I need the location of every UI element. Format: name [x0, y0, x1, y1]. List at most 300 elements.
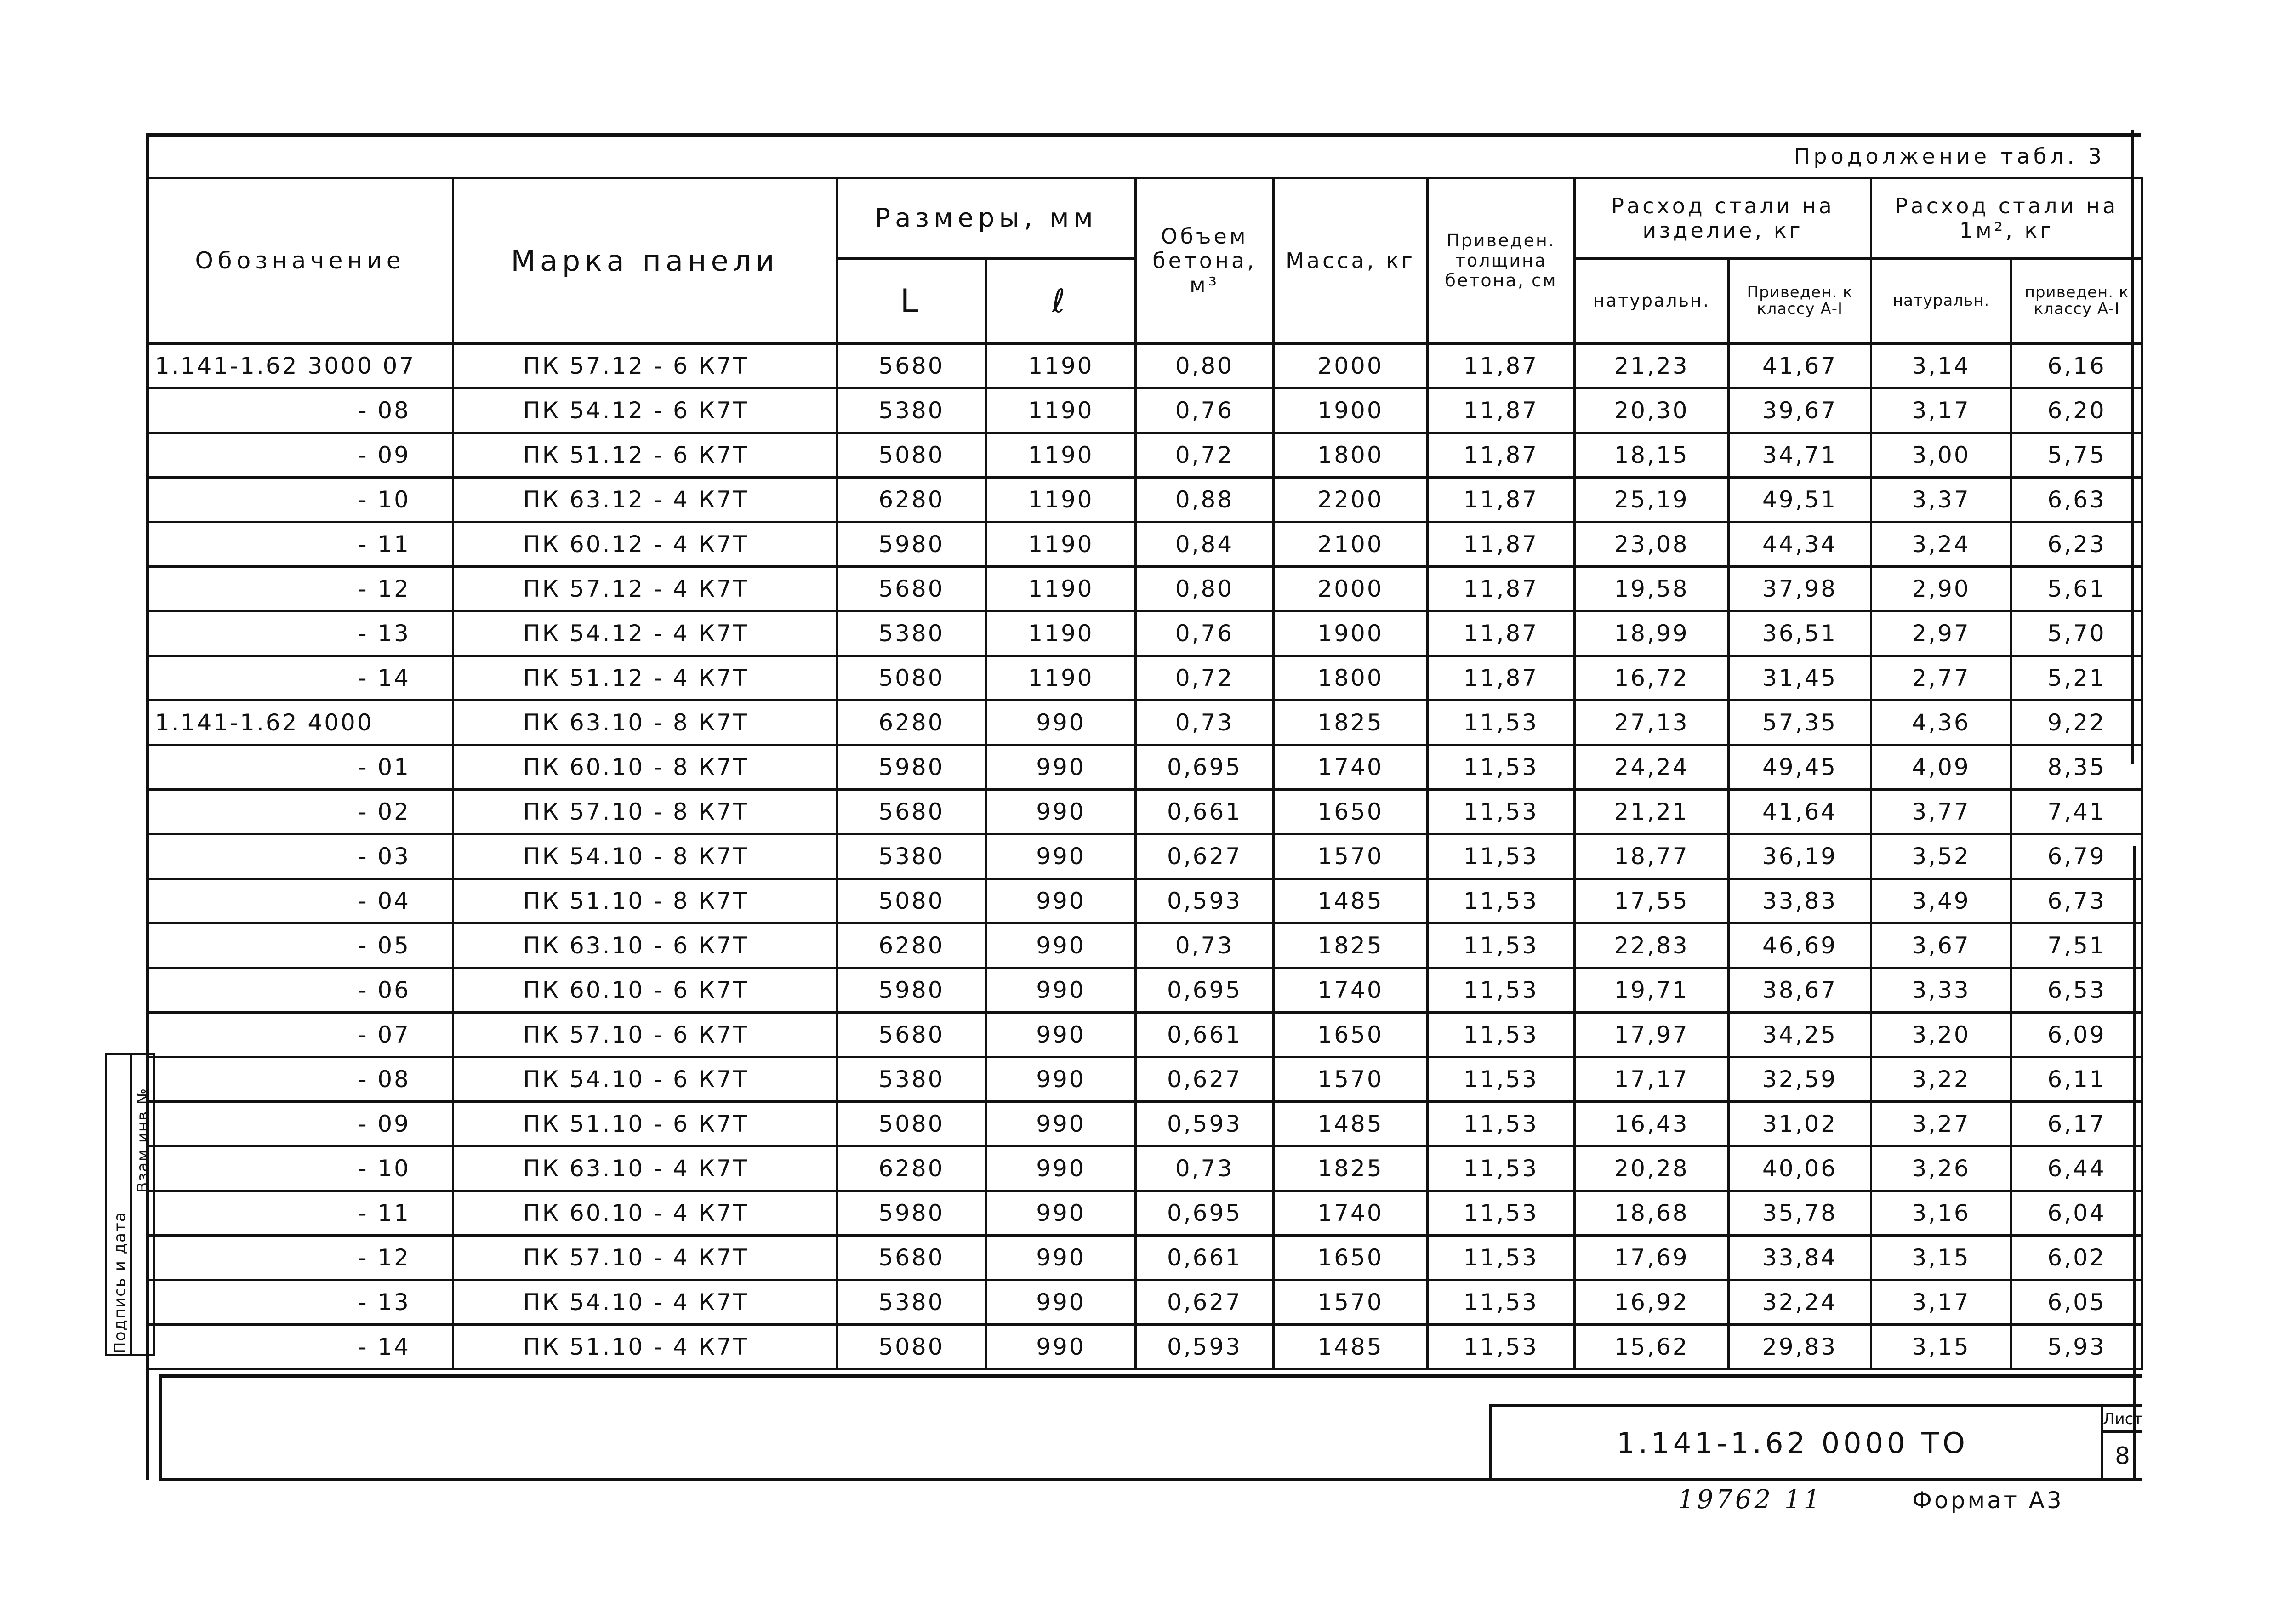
header-dim-L: L: [837, 259, 986, 344]
sheet-number: 8: [2114, 1442, 2130, 1470]
row-volume: 0,72: [1136, 433, 1274, 478]
header-thickness: Приведен. толщина бетона, см: [1428, 178, 1575, 344]
row-steel-natural: 24,24: [1575, 745, 1729, 790]
paper-format: Формат А3: [1912, 1487, 2064, 1514]
row-thickness: 11,53: [1428, 1146, 1575, 1191]
header-mark: Марка панели: [453, 178, 837, 344]
row-steel-natural: 23,08: [1575, 522, 1729, 567]
row-steel-natural: 27,13: [1575, 701, 1729, 745]
table-row: [148, 433, 2142, 478]
row-mass: 1900: [1274, 388, 1428, 433]
row-thickness: 11,87: [1428, 433, 1575, 478]
row-thickness: 11,87: [1428, 611, 1575, 656]
row-steel-m2-natural: 3,15: [1871, 1325, 2011, 1369]
row-mark: ПК 51.12 - 6 К7Т: [453, 433, 837, 478]
row-steel-natural: 18,99: [1575, 611, 1729, 656]
row-thickness: 11,53: [1428, 1057, 1575, 1102]
row-steel-m2-natural: 3,17: [1871, 388, 2011, 433]
row-mass: 1650: [1274, 1236, 1428, 1280]
row-volume: 0,627: [1136, 1280, 1274, 1325]
row-thickness: 11,53: [1428, 923, 1575, 968]
row-steel-natural: 19,71: [1575, 968, 1729, 1013]
row-width: 990: [986, 1236, 1136, 1280]
table-row: [148, 701, 2142, 745]
row-width: 990: [986, 1102, 1136, 1146]
row-steel-m2-natural: 3,49: [1871, 879, 2011, 923]
row-code: - 03: [148, 834, 453, 879]
row-width: 990: [986, 968, 1136, 1013]
row-steel-m2-reduced: 6,20: [2011, 388, 2142, 433]
row-volume: 0,88: [1136, 478, 1274, 522]
row-thickness: 11,87: [1428, 522, 1575, 567]
row-steel-m2-natural: 3,27: [1871, 1102, 2011, 1146]
row-mark: ПК 51.10 - 6 К7Т: [453, 1102, 837, 1146]
row-width: 1190: [986, 656, 1136, 701]
row-mark: ПК 54.10 - 6 К7Т: [453, 1057, 837, 1102]
table-row: [148, 1146, 2142, 1191]
row-steel-natural: 16,72: [1575, 656, 1729, 701]
row-length: 5080: [837, 879, 986, 923]
row-length: 5080: [837, 433, 986, 478]
table-row: [148, 790, 2142, 834]
row-volume: 0,593: [1136, 879, 1274, 923]
row-steel-m2-reduced: 6,63: [2011, 478, 2142, 522]
row-steel-m2-reduced: 6,04: [2011, 1191, 2142, 1236]
row-steel-m2-natural: 3,52: [1871, 834, 2011, 879]
row-code: - 02: [148, 790, 453, 834]
row-thickness: 11,53: [1428, 1102, 1575, 1146]
row-steel-m2-reduced: 7,41: [2011, 790, 2142, 834]
row-volume: 0,84: [1136, 522, 1274, 567]
row-mass: 1800: [1274, 433, 1428, 478]
row-steel-m2-reduced: 5,75: [2011, 433, 2142, 478]
table-row: [148, 478, 2142, 522]
row-width: 990: [986, 745, 1136, 790]
row-steel-m2-reduced: 5,21: [2011, 656, 2142, 701]
row-steel-reduced: 41,67: [1729, 344, 1871, 388]
row-steel-m2-natural: 3,26: [1871, 1146, 2011, 1191]
row-volume: 0,80: [1136, 344, 1274, 388]
row-mark: ПК 54.10 - 4 К7Т: [453, 1280, 837, 1325]
row-code: - 11: [148, 522, 453, 567]
footer-bottom-line: [159, 1478, 2142, 1481]
table-row: [148, 879, 2142, 923]
table-row: [148, 388, 2142, 433]
row-thickness: 11,87: [1428, 567, 1575, 611]
row-steel-m2-natural: 3,20: [1871, 1013, 2011, 1057]
row-volume: 0,661: [1136, 790, 1274, 834]
row-steel-m2-natural: 4,36: [1871, 701, 2011, 745]
table-row: [148, 344, 2142, 388]
row-width: 990: [986, 834, 1136, 879]
row-length: 6280: [837, 701, 986, 745]
row-width: 1190: [986, 611, 1136, 656]
row-mark: ПК 63.10 - 8 К7Т: [453, 701, 837, 745]
row-length: 5380: [837, 611, 986, 656]
row-mass: 2100: [1274, 522, 1428, 567]
table-row: [148, 656, 2142, 701]
row-length: 5980: [837, 745, 986, 790]
row-length: 5380: [837, 834, 986, 879]
row-steel-m2-reduced: 7,51: [2011, 923, 2142, 968]
table-row: [148, 834, 2142, 879]
row-code: - 08: [148, 388, 453, 433]
row-thickness: 11,53: [1428, 879, 1575, 923]
row-mark: ПК 60.10 - 6 К7Т: [453, 968, 837, 1013]
row-steel-reduced: 36,19: [1729, 834, 1871, 879]
row-steel-reduced: 39,67: [1729, 388, 1871, 433]
row-length: 5980: [837, 1191, 986, 1236]
row-steel-natural: 17,55: [1575, 879, 1729, 923]
row-code: - 08: [148, 1057, 453, 1102]
row-volume: 0,72: [1136, 656, 1274, 701]
row-width: 1190: [986, 478, 1136, 522]
row-steel-natural: 16,43: [1575, 1102, 1729, 1146]
table-row: [148, 1236, 2142, 1280]
header-reduced: Приведен. к классу А-I: [1729, 259, 1871, 344]
row-mass: 1825: [1274, 1146, 1428, 1191]
table-row: [148, 567, 2142, 611]
row-width: 990: [986, 1325, 1136, 1369]
row-volume: 0,661: [1136, 1236, 1274, 1280]
document-code: 1.141-1.62 0000 ТО: [1617, 1426, 1969, 1460]
row-steel-m2-natural: 3,14: [1871, 344, 2011, 388]
row-mass: 2200: [1274, 478, 1428, 522]
row-length: 5080: [837, 1102, 986, 1146]
row-steel-reduced: 44,34: [1729, 522, 1871, 567]
row-code: - 14: [148, 1325, 453, 1369]
row-mark: ПК 63.12 - 4 К7Т: [453, 478, 837, 522]
row-steel-m2-natural: 3,33: [1871, 968, 2011, 1013]
row-steel-m2-natural: 3,22: [1871, 1057, 2011, 1102]
row-thickness: 11,53: [1428, 968, 1575, 1013]
row-steel-m2-reduced: 6,79: [2011, 834, 2142, 879]
row-code: 1.141-1.62 4000: [148, 701, 453, 745]
row-steel-m2-natural: 2,90: [1871, 567, 2011, 611]
row-volume: 0,695: [1136, 1191, 1274, 1236]
table-row: [148, 1191, 2142, 1236]
row-volume: 0,73: [1136, 923, 1274, 968]
row-steel-reduced: 46,69: [1729, 923, 1871, 968]
row-steel-reduced: 38,67: [1729, 968, 1871, 1013]
row-steel-reduced: 35,78: [1729, 1191, 1871, 1236]
row-mark: ПК 57.12 - 6 К7Т: [453, 344, 837, 388]
row-steel-reduced: 32,24: [1729, 1280, 1871, 1325]
row-mass: 1900: [1274, 611, 1428, 656]
table-row: [148, 1013, 2142, 1057]
row-steel-m2-natural: 3,77: [1871, 790, 2011, 834]
row-steel-m2-reduced: 9,22: [2011, 701, 2142, 745]
row-mark: ПК 51.12 - 4 К7Т: [453, 656, 837, 701]
row-steel-natural: 19,58: [1575, 567, 1729, 611]
row-code: - 13: [148, 1280, 453, 1325]
signature-date-label: Подпись и дата: [111, 1211, 129, 1354]
row-length: 5380: [837, 1280, 986, 1325]
row-mark: ПК 57.12 - 4 К7Т: [453, 567, 837, 611]
row-steel-natural: 15,62: [1575, 1325, 1729, 1369]
row-steel-m2-natural: 2,77: [1871, 656, 2011, 701]
table-row: [148, 1325, 2142, 1369]
row-mark: ПК 57.10 - 6 К7Т: [453, 1013, 837, 1057]
row-code: - 13: [148, 611, 453, 656]
header-dim-b: ℓ: [986, 259, 1136, 344]
row-mark: ПК 60.10 - 8 К7Т: [453, 745, 837, 790]
row-steel-m2-reduced: 6,53: [2011, 968, 2142, 1013]
row-thickness: 11,53: [1428, 1013, 1575, 1057]
row-steel-m2-reduced: 6,11: [2011, 1057, 2142, 1102]
row-steel-reduced: 33,83: [1729, 879, 1871, 923]
row-steel-m2-reduced: 6,09: [2011, 1013, 2142, 1057]
row-code: - 05: [148, 923, 453, 968]
row-code: - 12: [148, 1236, 453, 1280]
row-volume: 0,695: [1136, 968, 1274, 1013]
row-width: 990: [986, 1057, 1136, 1102]
row-code: - 04: [148, 879, 453, 923]
row-steel-m2-reduced: 6,73: [2011, 879, 2142, 923]
row-mass: 1740: [1274, 968, 1428, 1013]
row-mark: ПК 57.10 - 8 К7Т: [453, 790, 837, 834]
table-row: [148, 1280, 2142, 1325]
row-steel-m2-reduced: 6,44: [2011, 1146, 2142, 1191]
row-steel-m2-natural: 3,67: [1871, 923, 2011, 968]
row-steel-m2-natural: 3,37: [1871, 478, 2011, 522]
row-volume: 0,76: [1136, 388, 1274, 433]
row-length: 6280: [837, 478, 986, 522]
row-volume: 0,627: [1136, 834, 1274, 879]
row-mark: ПК 60.12 - 4 К7Т: [453, 522, 837, 567]
row-mass: 1825: [1274, 701, 1428, 745]
row-length: 5680: [837, 790, 986, 834]
table-row: [148, 1102, 2142, 1146]
row-steel-natural: 20,30: [1575, 388, 1729, 433]
row-length: 5680: [837, 1236, 986, 1280]
row-mass: 1485: [1274, 1325, 1428, 1369]
row-length: 5380: [837, 388, 986, 433]
footer-left-line: [159, 1374, 162, 1480]
row-steel-reduced: 31,02: [1729, 1102, 1871, 1146]
row-steel-natural: 22,83: [1575, 923, 1729, 968]
row-code: - 14: [148, 656, 453, 701]
header-natural-m2: натуральн.: [1871, 259, 2011, 344]
row-steel-natural: 18,68: [1575, 1191, 1729, 1236]
row-mark: ПК 51.10 - 4 К7Т: [453, 1325, 837, 1369]
row-volume: 0,593: [1136, 1325, 1274, 1369]
row-steel-m2-reduced: 6,23: [2011, 522, 2142, 567]
sheet-label: Лист: [2103, 1407, 2142, 1433]
row-volume: 0,73: [1136, 701, 1274, 745]
row-steel-natural: 18,77: [1575, 834, 1729, 879]
row-width: 990: [986, 701, 1136, 745]
row-steel-reduced: 49,45: [1729, 745, 1871, 790]
row-steel-m2-natural: 3,17: [1871, 1280, 2011, 1325]
inventory-number: 19762 11: [1678, 1485, 1823, 1515]
row-steel-m2-reduced: 8,35: [2011, 745, 2142, 790]
header-dimensions: Размеры, мм: [837, 178, 1136, 259]
row-steel-m2-reduced: 6,17: [2011, 1102, 2142, 1146]
row-mass: 2000: [1274, 567, 1428, 611]
row-thickness: 11,53: [1428, 790, 1575, 834]
row-mass: 1485: [1274, 1102, 1428, 1146]
row-thickness: 11,53: [1428, 1236, 1575, 1280]
row-length: 5980: [837, 968, 986, 1013]
row-volume: 0,80: [1136, 567, 1274, 611]
row-volume: 0,73: [1136, 1146, 1274, 1191]
row-steel-m2-natural: 3,16: [1871, 1191, 2011, 1236]
footer-top-line: [159, 1374, 2142, 1378]
row-volume: 0,593: [1136, 1102, 1274, 1146]
table-continuation-label: Продолжение табл. 3: [1794, 144, 2105, 169]
row-thickness: 11,87: [1428, 388, 1575, 433]
row-length: 6280: [837, 1146, 986, 1191]
row-thickness: 11,53: [1428, 834, 1575, 879]
row-steel-m2-natural: 3,15: [1871, 1236, 2011, 1280]
row-mass: 1650: [1274, 790, 1428, 834]
row-mass: 1825: [1274, 923, 1428, 968]
row-width: 1190: [986, 567, 1136, 611]
row-mass: 1485: [1274, 879, 1428, 923]
row-steel-m2-natural: 3,24: [1871, 522, 2011, 567]
row-steel-reduced: 32,59: [1729, 1057, 1871, 1102]
row-length: 5680: [837, 344, 986, 388]
header-volume: Объем бетона, м³: [1136, 178, 1274, 344]
table-row: [148, 968, 2142, 1013]
table-row: [148, 923, 2142, 968]
row-steel-reduced: 36,51: [1729, 611, 1871, 656]
row-steel-m2-reduced: 5,93: [2011, 1325, 2142, 1369]
row-code: - 09: [148, 1102, 453, 1146]
row-steel-reduced: 57,35: [1729, 701, 1871, 745]
row-mark: ПК 54.10 - 8 К7Т: [453, 834, 837, 879]
row-mark: ПК 60.10 - 4 К7Т: [453, 1191, 837, 1236]
row-width: 990: [986, 1013, 1136, 1057]
row-volume: 0,661: [1136, 1013, 1274, 1057]
row-length: 5980: [837, 522, 986, 567]
row-thickness: 11,87: [1428, 478, 1575, 522]
row-mass: 1570: [1274, 834, 1428, 879]
row-steel-reduced: 41,64: [1729, 790, 1871, 834]
row-steel-m2-reduced: 6,02: [2011, 1236, 2142, 1280]
row-volume: 0,695: [1136, 745, 1274, 790]
row-steel-reduced: 40,06: [1729, 1146, 1871, 1191]
row-steel-natural: 17,17: [1575, 1057, 1729, 1102]
row-code: 1.141-1.62 3000 07: [148, 344, 453, 388]
table-row: [148, 522, 2142, 567]
row-mass: 1570: [1274, 1280, 1428, 1325]
row-steel-natural: 18,15: [1575, 433, 1729, 478]
row-length: 5680: [837, 1013, 986, 1057]
row-steel-reduced: 34,25: [1729, 1013, 1871, 1057]
row-steel-reduced: 29,83: [1729, 1325, 1871, 1369]
row-code: - 06: [148, 968, 453, 1013]
row-mass: 1570: [1274, 1057, 1428, 1102]
row-steel-natural: 21,21: [1575, 790, 1729, 834]
row-mass: 2000: [1274, 344, 1428, 388]
row-thickness: 11,87: [1428, 656, 1575, 701]
row-steel-m2-reduced: 6,16: [2011, 344, 2142, 388]
row-mass: 1740: [1274, 745, 1428, 790]
header-reduced-m2: приведен. к классу А-I: [2011, 259, 2142, 344]
header-mass: Масса, кг: [1274, 178, 1428, 344]
row-steel-natural: 16,92: [1575, 1280, 1729, 1325]
row-steel-m2-reduced: 5,70: [2011, 611, 2142, 656]
row-mark: ПК 54.12 - 4 К7Т: [453, 611, 837, 656]
row-volume: 0,627: [1136, 1057, 1274, 1102]
row-steel-m2-natural: 2,97: [1871, 611, 2011, 656]
row-steel-reduced: 49,51: [1729, 478, 1871, 522]
row-thickness: 11,53: [1428, 1191, 1575, 1236]
replace-inventory-label: Взам инв №: [134, 1087, 152, 1193]
table-row: [148, 611, 2142, 656]
row-steel-natural: 20,28: [1575, 1146, 1729, 1191]
row-code: - 11: [148, 1191, 453, 1236]
row-steel-reduced: 37,98: [1729, 567, 1871, 611]
row-mass: 1650: [1274, 1013, 1428, 1057]
row-length: 5080: [837, 1325, 986, 1369]
header-steel-per-product: Расход стали на изделие, кг: [1575, 178, 1871, 259]
row-width: 990: [986, 923, 1136, 968]
row-thickness: 11,53: [1428, 745, 1575, 790]
row-width: 990: [986, 1146, 1136, 1191]
row-mark: ПК 63.10 - 6 К7Т: [453, 923, 837, 968]
row-width: 1190: [986, 433, 1136, 478]
row-code: - 10: [148, 1146, 453, 1191]
row-length: 6280: [837, 923, 986, 968]
row-steel-natural: 21,23: [1575, 344, 1729, 388]
row-length: 5080: [837, 656, 986, 701]
header-designation: Обозначение: [148, 178, 453, 344]
row-mark: ПК 63.10 - 4 К7Т: [453, 1146, 837, 1191]
row-steel-natural: 17,97: [1575, 1013, 1729, 1057]
row-code: - 01: [148, 745, 453, 790]
row-length: 5380: [837, 1057, 986, 1102]
row-mass: 1740: [1274, 1191, 1428, 1236]
row-steel-reduced: 34,71: [1729, 433, 1871, 478]
row-width: 990: [986, 879, 1136, 923]
row-mark: ПК 51.10 - 8 К7Т: [453, 879, 837, 923]
row-thickness: 11,53: [1428, 701, 1575, 745]
row-code: - 10: [148, 478, 453, 522]
row-steel-m2-natural: 3,00: [1871, 433, 2011, 478]
table-row: [148, 745, 2142, 790]
row-steel-m2-reduced: 5,61: [2011, 567, 2142, 611]
row-steel-reduced: 31,45: [1729, 656, 1871, 701]
row-steel-m2-natural: 4,09: [1871, 745, 2011, 790]
row-steel-natural: 25,19: [1575, 478, 1729, 522]
header-natural: натуральн.: [1575, 259, 1729, 344]
table-row: [148, 1057, 2142, 1102]
row-width: 990: [986, 1191, 1136, 1236]
row-thickness: 11,87: [1428, 344, 1575, 388]
row-width: 990: [986, 790, 1136, 834]
row-width: 990: [986, 1280, 1136, 1325]
row-mass: 1800: [1274, 656, 1428, 701]
row-code: - 09: [148, 433, 453, 478]
row-width: 1190: [986, 388, 1136, 433]
row-mark: ПК 57.10 - 4 К7Т: [453, 1236, 837, 1280]
row-volume: 0,76: [1136, 611, 1274, 656]
row-thickness: 11,53: [1428, 1325, 1575, 1369]
row-thickness: 11,53: [1428, 1280, 1575, 1325]
row-length: 5680: [837, 567, 986, 611]
row-steel-natural: 17,69: [1575, 1236, 1729, 1280]
row-mark: ПК 54.12 - 6 К7Т: [453, 388, 837, 433]
header-steel-per-m2: Расход стали на 1м², кг: [1871, 178, 2142, 259]
side-stamp: [105, 1053, 155, 1356]
row-steel-m2-reduced: 6,05: [2011, 1280, 2142, 1325]
row-code: - 12: [148, 567, 453, 611]
row-steel-reduced: 33,84: [1729, 1236, 1871, 1280]
panel-specification-table: [146, 177, 2143, 1370]
